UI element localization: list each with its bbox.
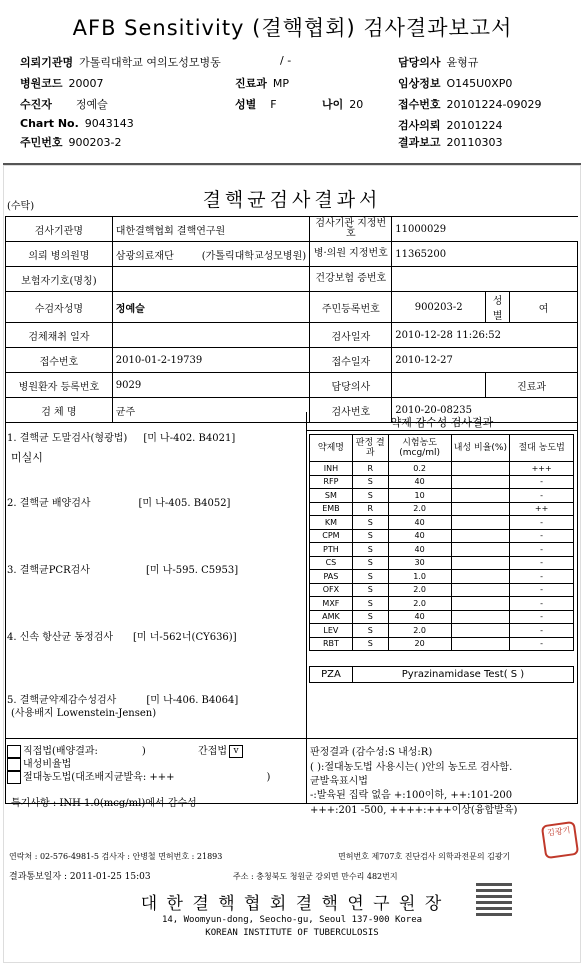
hospital-no-value: 11365200 [392, 242, 578, 267]
drug-concentration: 0.2 [388, 462, 451, 476]
drug-concentration: 40 [388, 516, 451, 530]
drug-resistance-ratio [451, 624, 510, 638]
field-receipt-no: 접수번호 20101224-09029 [398, 98, 542, 111]
pza-label: PZA [310, 667, 353, 683]
drug-result: S [352, 597, 388, 611]
drug-concentration: 40 [388, 610, 451, 624]
drug-name: INH [310, 462, 353, 476]
drug-concentration: 2.0 [388, 597, 451, 611]
lab-value: 대한결핵협회 결핵연구원 [112, 217, 310, 242]
drug-resistance-ratio [451, 462, 510, 476]
field-doctor: 담당의사 윤형규 [398, 56, 479, 69]
drug-concentration: 40 [388, 543, 451, 557]
field-department: 진료과 MP [235, 77, 290, 90]
lab-no-label: 검사기관 지정번호 [310, 217, 392, 242]
hospital-value: 삼광의료재단 (가톨릭대학교성모병원) [112, 242, 310, 267]
drug-result-table [309, 434, 574, 651]
drug-absolute: - [510, 489, 574, 503]
drug-result: R [352, 502, 388, 516]
body-left-border [5, 412, 6, 804]
drug-name: EMB [310, 502, 353, 516]
drug-result: S [352, 583, 388, 597]
drug-result: S [352, 556, 388, 570]
field-sex: 성별 F [235, 98, 277, 111]
check-direct: 직접법(배양결과: ) [7, 742, 146, 758]
test-susceptibility-medium: (사용배지 Lowenstein-Jensen) [11, 708, 157, 719]
drug-absolute: - [510, 570, 574, 584]
pza-value: Pyrazinamidase Test( S ) [353, 667, 574, 683]
drug-row [310, 462, 574, 476]
receipt-date-value: 2010-12-27 [392, 348, 578, 373]
drug-row [310, 556, 574, 570]
receipt-date-label: 접수일자 [310, 348, 392, 373]
drug-concentration: 30 [388, 556, 451, 570]
drug-header-result: 판정 결과 [352, 435, 388, 462]
drug-absolute: - [510, 637, 574, 651]
drug-row [310, 529, 574, 543]
drug-name: SM [310, 489, 353, 503]
test-culture: 2. 결핵균 배양검사 [미 나-405. B4052] [7, 498, 231, 509]
lab-no-value: 11000029 [392, 217, 578, 242]
footer-org-en: KOREAN INSTITUTE OF TUBERCULOSIS [205, 928, 379, 938]
drug-absolute: - [510, 610, 574, 624]
body-right-border [577, 412, 578, 804]
drug-result: S [352, 475, 388, 489]
drug-header-conc: 시험농도 (mcg/ml) [388, 435, 451, 462]
doctor-seal: 김광기 [541, 821, 579, 859]
scanned-result-form [3, 163, 581, 963]
footer-address-en: 14, Woomyun-dong, Seocho-gu, Seoul 137-900 Korea [161, 915, 423, 925]
field-request-date: 검사의뢰 20101224 [398, 119, 503, 132]
field-age: 나이 20 [322, 98, 364, 111]
drug-result: R [352, 462, 388, 476]
drug-resistance-ratio [451, 502, 510, 516]
drug-result: S [352, 529, 388, 543]
test-smear-result: 미실시 [11, 451, 43, 464]
drug-resistance-ratio [451, 543, 510, 557]
specimen-value: 균주 [112, 398, 310, 423]
field-report-date: 결과보고 20110303 [398, 136, 503, 149]
drug-concentration: 2.0 [388, 624, 451, 638]
rrn-label: 주민등록번호 [310, 292, 392, 323]
drug-resistance-ratio [451, 516, 510, 530]
drug-row [310, 502, 574, 516]
legend-line-4: -:발육된 집락 없음 +:100이하, ++:101-200 [310, 790, 513, 801]
drug-name: MXF [310, 597, 353, 611]
drug-concentration: 10 [388, 489, 451, 503]
report-title: AFB Sensitivity (결핵협회) 검사결과보고서 [72, 16, 513, 40]
check-absolute: 절대농도법(대조배지균발육: +++ ) [7, 768, 270, 784]
drug-resistance-ratio [451, 597, 510, 611]
legend-line-1: 판정결과 (감수성:S 내성:R) [310, 747, 433, 758]
hospital-no-label: 병·의원 지정번호 [310, 242, 392, 267]
sex-value: 여 [510, 292, 578, 323]
field-hospital-code: 병원코드 20007 [20, 77, 104, 90]
insurance-no-value [392, 267, 578, 292]
drug-absolute: - [510, 583, 574, 597]
drug-resistance-ratio [451, 570, 510, 584]
drug-header-name: 약제명 [310, 435, 353, 462]
drug-name: RFP [310, 475, 353, 489]
test-date-value: 2010-12-28 11:26:52 [392, 323, 578, 348]
dept-label: 진료과 [486, 373, 578, 398]
drug-result: S [352, 610, 388, 624]
check-ratio: 내성비율법 [7, 755, 71, 771]
rrn-value: 900203-2 [392, 292, 486, 323]
body-center-border [306, 412, 307, 804]
drug-name: RBT [310, 637, 353, 651]
drug-concentration: 40 [388, 475, 451, 489]
drug-resistance-ratio [451, 529, 510, 543]
legend-line-3: 균발육표시법 [310, 776, 368, 787]
indirect-checkbox[interactable]: v [229, 745, 243, 758]
drug-name: PTH [310, 543, 353, 557]
field-chart-no: Chart No. 9043143 [20, 117, 134, 130]
drug-absolute: - [510, 556, 574, 570]
drug-concentration: 2.0 [388, 583, 451, 597]
legend-line-2: ( ):절대농도법 사용시는( )안의 농도로 검사함. [310, 762, 513, 773]
collection-date-label: 검체채취 일자 [6, 323, 113, 348]
doctor-label: 담당의사 [310, 373, 392, 398]
drug-absolute: - [510, 597, 574, 611]
drug-concentration: 2.0 [388, 502, 451, 516]
drug-header-absolute: 절대 농도법 [510, 435, 574, 462]
drug-absolute: - [510, 516, 574, 530]
drug-name: OFX [310, 583, 353, 597]
drug-table-title: 약제 감수성 검사결과 [390, 416, 494, 429]
form-corner-label: (수탁) [7, 201, 35, 212]
drug-result: S [352, 489, 388, 503]
patient-name-value: 정예슬 [112, 292, 310, 323]
receipt-no-label: 접수번호 [6, 348, 113, 373]
drug-row [310, 624, 574, 638]
drug-name: LEV [310, 624, 353, 638]
drug-name: KM [310, 516, 353, 530]
drug-resistance-ratio [451, 556, 510, 570]
receipt-no-value: 2010-01-2-19739 [112, 348, 310, 373]
patient-info-table [5, 216, 578, 423]
footer-report-date: 결과통보일자 : 2011-01-25 15:03 [9, 872, 151, 882]
footer-address-kr: 주소 : 충청북도 청원군 강외면 만수리 482번지 [233, 872, 398, 881]
doctor-value [392, 373, 486, 398]
drug-absolute: ++ [510, 502, 574, 516]
drug-concentration: 20 [388, 637, 451, 651]
sex-label: 성별 [486, 292, 510, 323]
drug-absolute: - [510, 543, 574, 557]
registration-label: 병원환자 등록번호 [6, 373, 113, 398]
insurer-value [112, 267, 310, 292]
drug-result: S [352, 516, 388, 530]
drug-row [310, 610, 574, 624]
special-note: 특기사항 : INH 1.0(mcg/ml)에서 감수성 [11, 798, 197, 809]
drug-name: PAS [310, 570, 353, 584]
drug-title-divider [306, 430, 578, 431]
institute-stamp [476, 880, 512, 916]
insurance-no-label: 건강보험 증번호 [310, 267, 392, 292]
test-no-label: 검사번호 [310, 398, 392, 423]
drug-row [310, 637, 574, 651]
registration-value: 9029 [112, 373, 310, 398]
drug-absolute: - [510, 624, 574, 638]
field-clinical-info: 임상정보 O145U0XP0 [398, 77, 513, 90]
test-date-label: 검사일자 [310, 323, 392, 348]
check-area-top-border [5, 738, 307, 739]
drug-row [310, 570, 574, 584]
drug-resistance-ratio [451, 637, 510, 651]
legend-top-border [306, 738, 578, 739]
insurer-label: 보험자기호(명칭) [6, 267, 113, 292]
drug-row [310, 489, 574, 503]
legend-line-5: +++:201 -500, ++++:+++이상(융합발육) [310, 805, 518, 816]
patient-name-label: 수검자성명 [6, 292, 113, 323]
drug-absolute: - [510, 475, 574, 489]
drug-row [310, 475, 574, 489]
field-requester: 의뢰기관명 가톨릭대학교 여의도성모병동 [20, 56, 221, 69]
drug-absolute: +++ [510, 462, 574, 476]
drug-row [310, 516, 574, 530]
report-header [0, 0, 585, 160]
drug-result: S [352, 543, 388, 557]
drug-absolute: - [510, 529, 574, 543]
field-patient: 수진자 정예슬 [20, 98, 108, 111]
footer-org-name: 대 한 결 핵 협 회 결 핵 연 구 원 장 [140, 894, 444, 914]
drug-concentration: 1.0 [388, 570, 451, 584]
absolute-checkbox[interactable] [7, 771, 21, 784]
drug-row [310, 543, 574, 557]
check-indirect: 간접법 v [198, 742, 245, 758]
drug-concentration: 40 [388, 529, 451, 543]
field-ward: / - [280, 54, 292, 67]
test-no-value: 2010-20-08235 [392, 398, 578, 423]
drug-result: S [352, 624, 388, 638]
drug-row [310, 597, 574, 611]
specimen-label: 검 체 명 [6, 398, 113, 423]
test-susceptibility: 5. 결핵균약제감수성검사 [미 나-406. B4064] [7, 695, 239, 706]
form-title: 결핵균검사결과서 [202, 189, 382, 211]
drug-row [310, 583, 574, 597]
drug-resistance-ratio [451, 489, 510, 503]
drug-name: CS [310, 556, 353, 570]
drug-resistance-ratio [451, 583, 510, 597]
drug-result: S [352, 570, 388, 584]
test-identification: 4. 신속 항산균 동정검사 [미 너-562너(CY636)] [7, 632, 237, 643]
test-pcr: 3. 결핵균PCR검사 [미 나-595. C5953] [7, 565, 239, 576]
drug-name: AMK [310, 610, 353, 624]
drug-result: S [352, 637, 388, 651]
hospital-label: 의뢰 병의원명 [6, 242, 113, 267]
collection-date-value [112, 323, 310, 348]
drug-name: CPM [310, 529, 353, 543]
footer-contact: 연락처 : 02-576-4981-5 검사자 : 안병철 면허번호 : 21893 [9, 852, 223, 861]
drug-resistance-ratio [451, 610, 510, 624]
lab-label: 검사기관명 [6, 217, 113, 242]
pza-table [309, 666, 574, 683]
drug-header-ratio: 내성 비율(%) [451, 435, 510, 462]
field-rrn: 주민번호 900203-2 [20, 136, 122, 149]
drug-resistance-ratio [451, 475, 510, 489]
test-smear: 1. 결핵균 도말검사(형광법) [미 나-402. B4021] [7, 433, 236, 444]
footer-license: 면허번호 제707호 진단검사 의학과전문의 김광기 [338, 852, 511, 861]
